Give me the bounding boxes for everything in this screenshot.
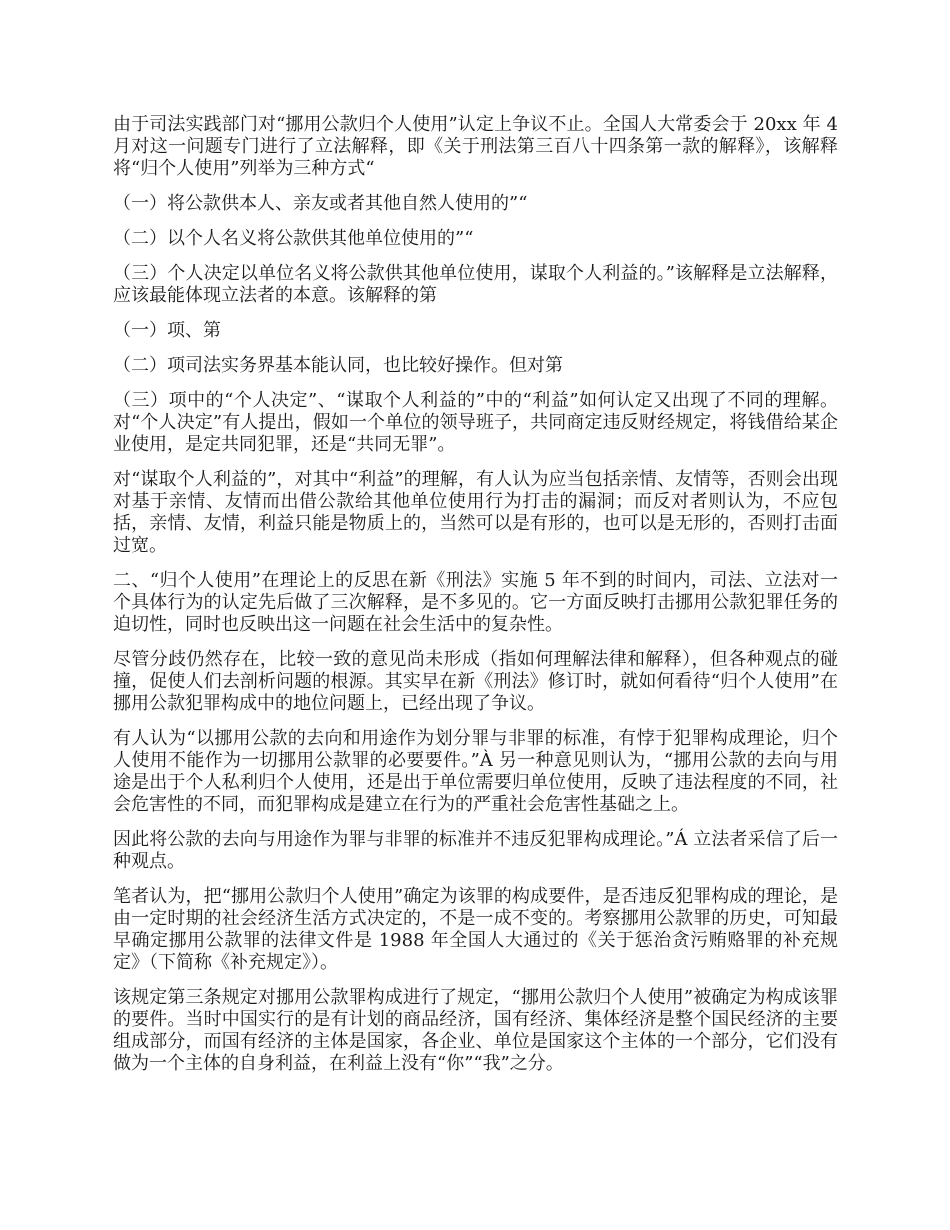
paragraph-11: 有人认为“以挪用公款的去向和用途作为划分罪与非罪的标准，有悖于犯罪构成理论，归个人使用不能作为一切挪用公款罪的必要要件。”À 另一种意见则认为，“挪用公款的去向与用途是出于个人私利归个人使用，还是出于单位需要归单位使用，反映了违法程度的不同，社会危害性的不同，而犯罪构成是建立在行为的严重社会危害性基础之上。 (113, 728, 838, 815)
paragraph-10: 尽管分歧仍然存在，比较一致的意见尚未形成（指如何理解法律和解释），但各种观点的碰撞，促使人们去剖析问题的根源。其实早在新《刑法》修订时，就如何看待“归个人使用”在挪用公款犯罪构成中的地位问题上，已经出现了争议。 (113, 649, 838, 714)
paragraph-5: （一）项、第 (113, 320, 221, 341)
paragraph-9: 二、“归个人使用”在理论上的反思在新《刑法》实施 5 年不到的时间内，司法、立法对一个具体行为的认定先后做了三次解释，是不多见的。它一方面反映打击挪用公款犯罪任务的迫切性，同时也反映出这一问题在社会生活中的复杂性。 (113, 570, 838, 635)
paragraph-12: 因此将公款的去向与用途作为罪与非罪的标准并不违反犯罪构成理论。”Á 立法者采信了后一种观点。 (113, 829, 838, 872)
document-body (113, 114, 838, 1088)
paragraph-1: 由于司法实践部门对“挪用公款归个人使用”认定上争议不止。全国人大常委会于 20xx 年 4 月对这一问题专门进行了立法解释，即《关于刑法第三百八十四条第一款的解释》，该解释将“归个人使用”列举为三种方式“ (113, 114, 838, 179)
paragraph-6: （二）项司法实务界基本能认同，也比较好操作。但对第 (113, 355, 563, 376)
paragraph-2: （一）将公款供本人、亲友或者其他自然人使用的”“ (113, 193, 528, 214)
paragraph-8: 对“谋取个人利益的”，对其中“利益”的理解，有人认为应当包括亲情、友情等，否则会出现对基于亲情、友情而出借公款给其他单位使用行为打击的漏洞；而反对者则认为，不应包括，亲情、友情，利益只能是物质上的，当然可以是有形的，也可以是无形的，否则打击面过宽。 (113, 469, 838, 556)
paragraph-4: （三）个人决定以单位名义将公款供其他单位使用，谋取个人利益的。”该解释是立法解释，应该最能体现立法者的本意。该解释的第 (113, 263, 838, 306)
paragraph-13: 笔者认为，把“挪用公款归个人使用”确定为该罪的构成要件，是否违反犯罪构成的理论，是由一定时期的社会经济生活方式决定的，不是一成不变的。考察挪用公款罪的历史，可知最早确定挪用公款罪的法律文件是 1988 年全国人大通过的《关于惩治贪污贿赂罪的补充规定》（下简称《补充规定》）。 (113, 886, 838, 973)
paragraph-7: （三）项中的“个人决定”、“谋取个人利益的”中的“利益”如何认定又出现了不同的理解。对“个人决定”有人提出，假如一个单位的领导班子，共同商定违反财经规定，将钱借给某企业使用，是定共同犯罪，还是“共同无罪”。 (113, 390, 838, 455)
paragraph-3: （二）以个人名义将公款供其他单位使用的”“ (113, 228, 474, 249)
paragraph-14: 该规定第三条规定对挪用公款罪构成进行了规定，“挪用公款归个人使用”被确定为构成该罪的要件。当时中国实行的是有计划的商品经济，国有经济、集体经济是整个国民经济的主要组成部分，而国有经济的主体是国家，各企业、单位是国家这个主体的一个部分，它们没有做为一个主体的自身利益，在利益上没有“你”“我”之分。 (113, 987, 838, 1074)
